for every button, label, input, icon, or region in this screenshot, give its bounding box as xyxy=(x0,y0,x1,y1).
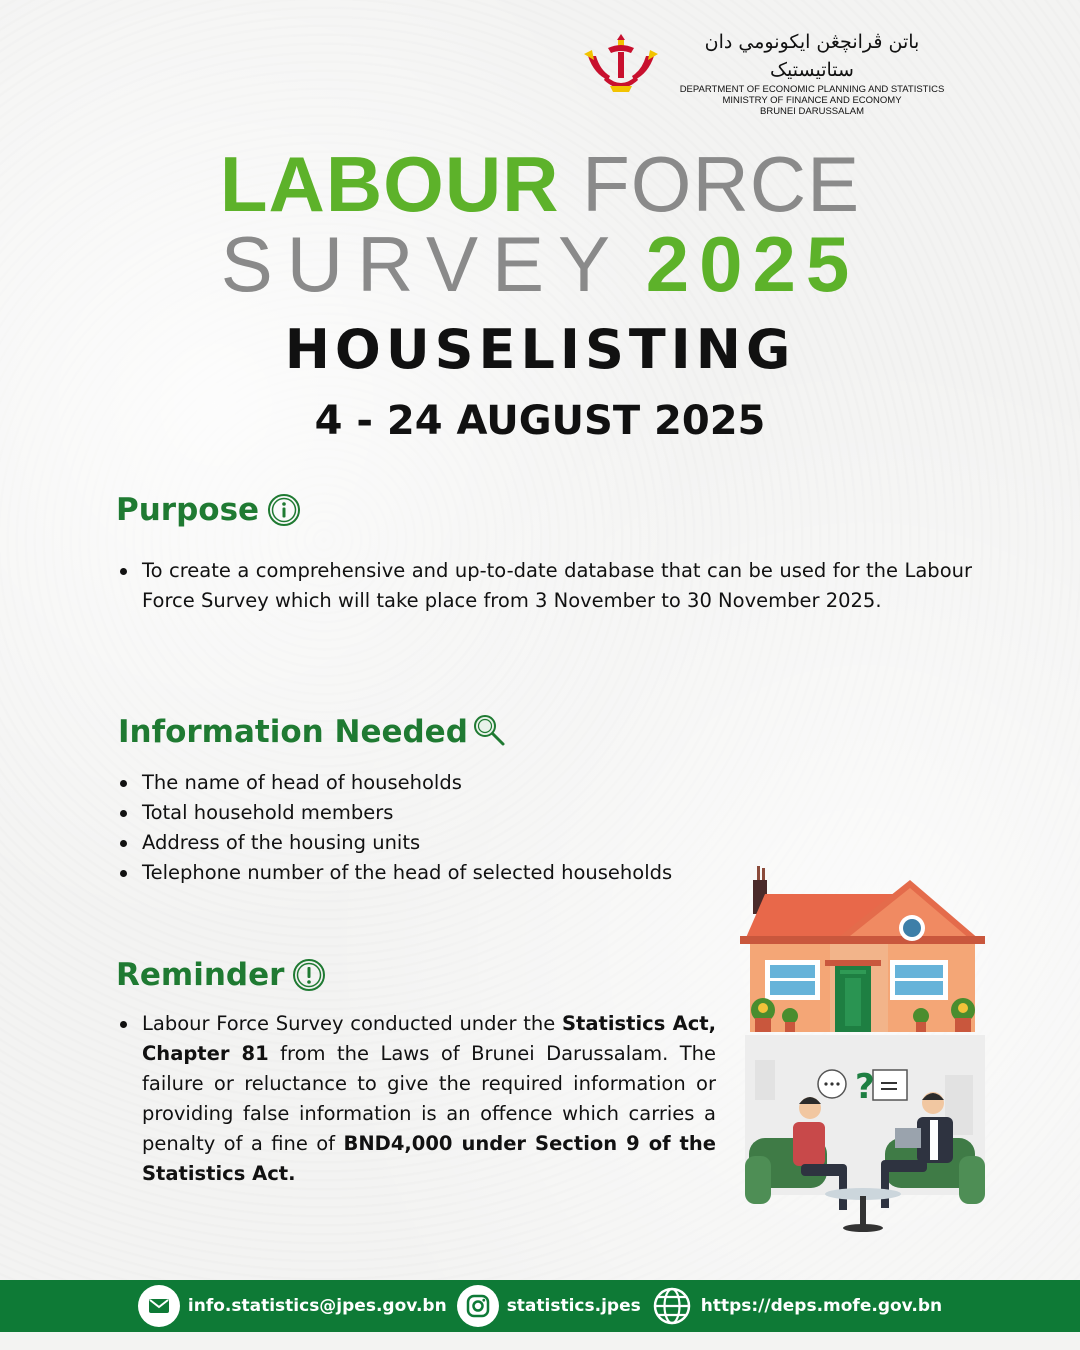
bottom-band xyxy=(0,1332,1080,1350)
information-item: The name of head of households xyxy=(116,768,756,798)
information-item: Address of the housing units xyxy=(116,828,756,858)
title-force: FORCE xyxy=(582,140,861,228)
website-link[interactable]: https://deps.mofe.gov.bn xyxy=(700,1296,943,1316)
brunei-crest-icon xyxy=(580,30,662,100)
purpose-list xyxy=(116,556,972,616)
purpose-heading xyxy=(116,492,301,528)
globe-icon xyxy=(651,1285,693,1327)
title-line-1 xyxy=(0,140,1080,228)
info-icon xyxy=(267,493,301,527)
country-name: BRUNEI DARUSSALAM xyxy=(760,106,864,117)
purpose-heading-text: Purpose xyxy=(116,492,260,528)
header-logo-block xyxy=(580,28,1000,117)
houselisting-dates: 4 - 24 AUGUST 2025 xyxy=(314,398,766,444)
email-address-link[interactable]: info.statistics@jpes.gov.bn xyxy=(187,1296,447,1316)
magnifier-icon xyxy=(472,713,506,747)
title-survey: SURVEY xyxy=(220,220,625,308)
information-heading-text: Information Needed xyxy=(118,714,468,750)
title-year: 2025 xyxy=(645,220,860,308)
reminder-text-2: from the Laws of Brunei Darussalam. The failure or reluctance to give the required information or providing false information is an offence which carries a penalty of a fine of xyxy=(142,1042,716,1155)
house-interview-illustration xyxy=(735,860,995,1245)
reminder-heading xyxy=(116,957,326,993)
department-name: DEPARTMENT OF ECONOMIC PLANNING AND STATISTICS xyxy=(679,84,945,95)
instagram-icon xyxy=(457,1285,499,1327)
information-item: Total household members xyxy=(116,798,756,828)
reminder-list xyxy=(116,1009,716,1189)
reminder-statistics-act: Statistics Act, Chapter 81 xyxy=(142,1012,716,1065)
title-line-2 xyxy=(0,220,1080,308)
footer-email[interactable] xyxy=(138,1285,447,1327)
exclamation-icon xyxy=(292,958,326,992)
houselisting-heading: HOUSELISTING xyxy=(284,318,796,381)
information-list xyxy=(116,768,756,888)
title-labour: LABOUR xyxy=(219,140,560,228)
reminder-penalty: BND4,000 under Section 9 of the Statistics Act. xyxy=(142,1132,716,1185)
information-item: Telephone number of the head of selected households xyxy=(116,858,756,888)
reminder-heading-text: Reminder xyxy=(116,957,285,993)
reminder-item xyxy=(116,1009,716,1189)
svg-text:?: ? xyxy=(855,1067,875,1107)
email-icon xyxy=(138,1285,180,1327)
contact-footer xyxy=(0,1280,1080,1332)
purpose-item: To create a comprehensive and up-to-date database that can be used for the Labour Force Survey which will take place from 3 November to 30 November 2025. xyxy=(116,556,972,616)
ministry-name: MINISTRY OF FINANCE AND ECONOMY xyxy=(722,95,902,106)
instagram-handle-link[interactable]: statistics.jpes xyxy=(506,1296,641,1316)
footer-instagram[interactable] xyxy=(457,1285,641,1327)
information-heading xyxy=(118,714,506,750)
reminder-text-1: Labour Force Survey conducted under the xyxy=(142,1012,562,1035)
department-arabic-name: باتن ڤرانچڠن ايكونومي دان ستاتيستيک xyxy=(704,31,920,81)
footer-website[interactable] xyxy=(651,1285,942,1327)
